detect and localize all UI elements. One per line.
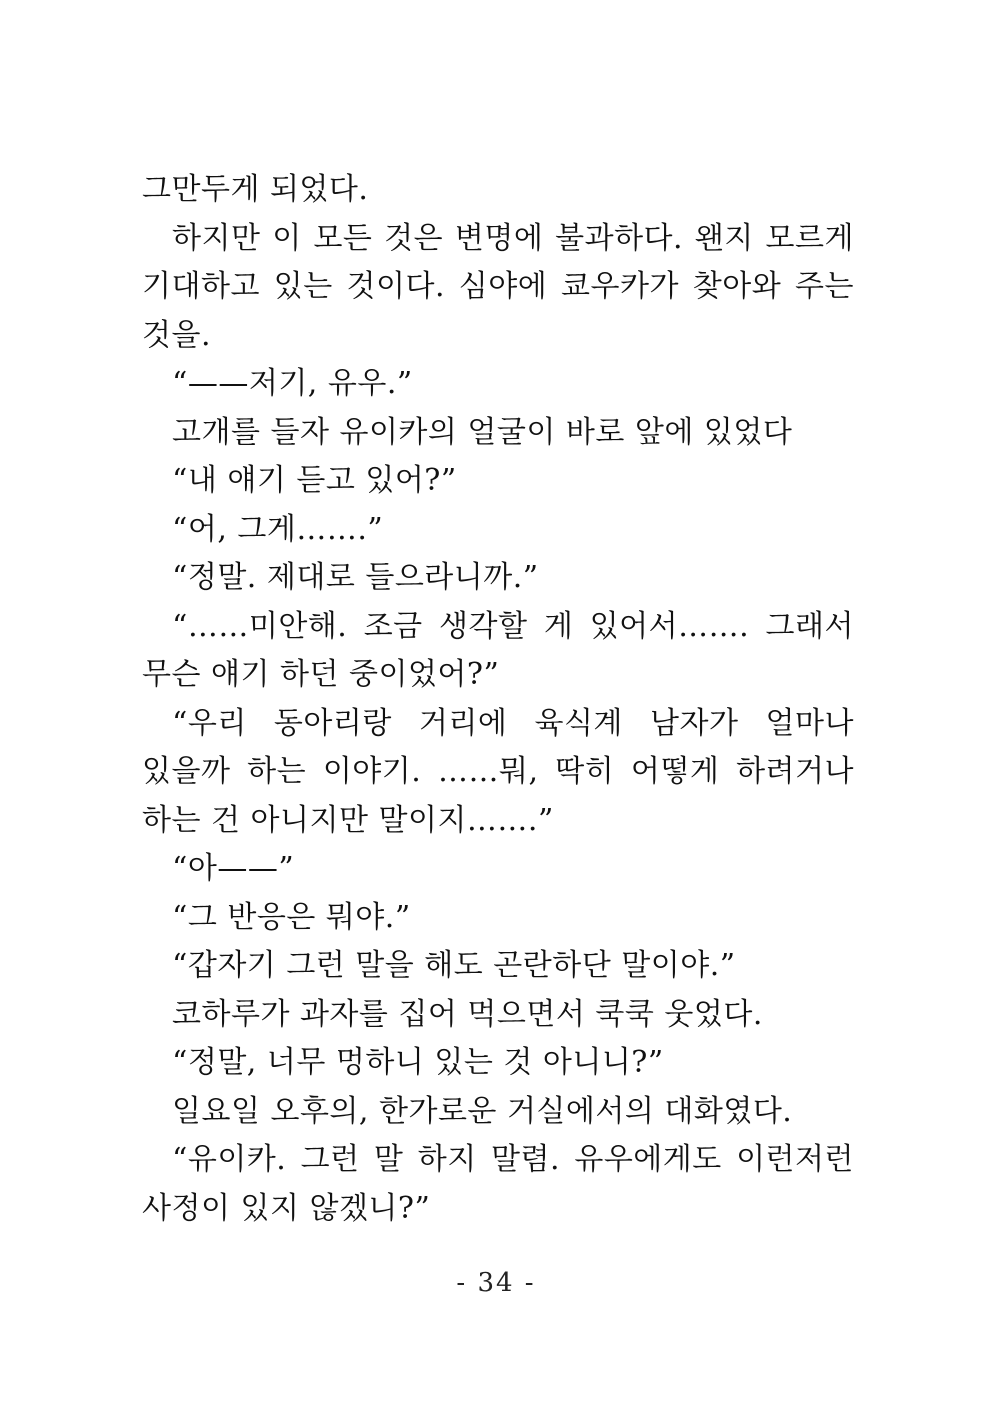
paragraph: “갑자기 그런 말을 해도 곤란하단 말이야.” xyxy=(172,948,736,983)
paragraph: “정말. 제대로 들으라니까.” xyxy=(172,560,539,595)
paragraph: “어, 그게…….” xyxy=(172,511,384,547)
paragraph: “아——” xyxy=(172,851,295,886)
paragraph: “그 반응은 뭐야.” xyxy=(172,899,411,935)
paragraph: 고개를 들자 유이카의 얼굴이 바로 앞에 있었다 xyxy=(172,414,793,450)
paragraph: “……미안해. 조금 생각할 게 있어서……. 그래서 무슨 얘기 하던 중이었어?” xyxy=(142,608,854,692)
paragraph: 코하루가 과자를 집어 먹으면서 쿡쿡 웃었다. xyxy=(172,996,763,1032)
body-text xyxy=(142,166,854,1233)
paragraph: “유이카. 그런 말 하지 말렴. 유우에게도 이런저런 사정이 있지 않겠니?” xyxy=(142,1142,854,1226)
page-number: - 34 - xyxy=(456,1268,536,1298)
paragraph: 일요일 오후의, 한가로운 거실에서의 대화였다. xyxy=(172,1093,793,1129)
paragraph: 그만두게 되었다. xyxy=(142,172,369,207)
paragraph: “내 얘기 듣고 있어?” xyxy=(172,463,457,498)
paragraph: “정말, 너무 멍하니 있는 것 아니니?” xyxy=(172,1045,664,1080)
paragraph: “우리 동아리랑 거리에 육식계 남자가 얼마나 있을까 하는 이야기. ……뭐, 딱히 어떻게 하려거나 하는 건 아니지만 말이지…….” xyxy=(142,705,854,838)
paragraph: “——저기, 유우.” xyxy=(172,366,413,401)
paragraph: 하지만 이 모든 것은 변명에 불과하다. 왠지 모르게 기대하고 있는 것이다. 심야에 쿄우카가 찾아와 주는 것을. xyxy=(142,220,854,353)
